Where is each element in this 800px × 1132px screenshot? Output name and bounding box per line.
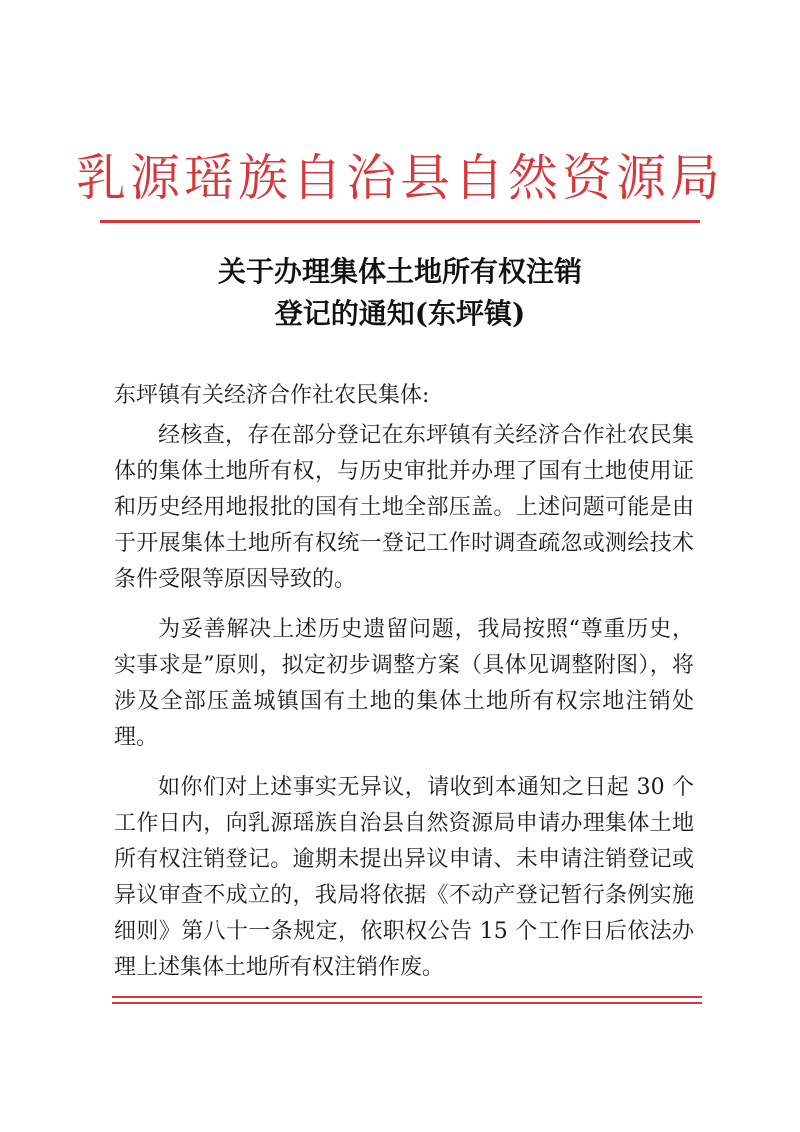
paragraph-3: 如你们对上述事实无异议，请收到本通知之日起 30 个工作日内，向乳源瑶族自治县自然资源局申请办理集体土地所有权注销登记。逾期未提出异议申请、未申请注销登记或异议审查不成立的，我局将依据《不动产登记暂行条例实施细则》第八十一条规定，依职权公告 15 个工作日后依法办理上述集体土地所有权注销作废。 (114, 775, 694, 980)
notice-title-line-2: 登记的通知(东坪镇) (274, 297, 526, 330)
paragraph-2: 为妥善解决上述历史遗留问题，我局按照“尊重历史，实事求是”原则，拟定初步调整方案（具体见调整附图），将涉及全部压盖城镇国有土地的集体土地所有权宗地注销处理。 (114, 617, 694, 750)
agency-masthead: 乳源瑶族自治县自然资源局 (76, 149, 724, 207)
notice-title (0, 251, 800, 335)
paragraph-1: 经核查，存在部分登记在东坪镇有关经济合作社农民集体的集体土地所有权，与历史审批并办理了国有土地使用证和历史经用地报批的国有土地全部压盖。上述问题可能是由于开展集体土地所有权统一登记工作时调查疏忽或测绘技术条件受限等原因导致的。 (114, 423, 694, 592)
salutation: 东坪镇有关经济合作社农民集体: (114, 383, 430, 408)
masthead-divider (100, 220, 700, 223)
notice-body (114, 378, 694, 1000)
notice-title-line-1: 关于办理集体土地所有权注销 (217, 255, 582, 288)
footer-divider-bottom (112, 1002, 702, 1004)
footer-divider-top (112, 996, 702, 998)
